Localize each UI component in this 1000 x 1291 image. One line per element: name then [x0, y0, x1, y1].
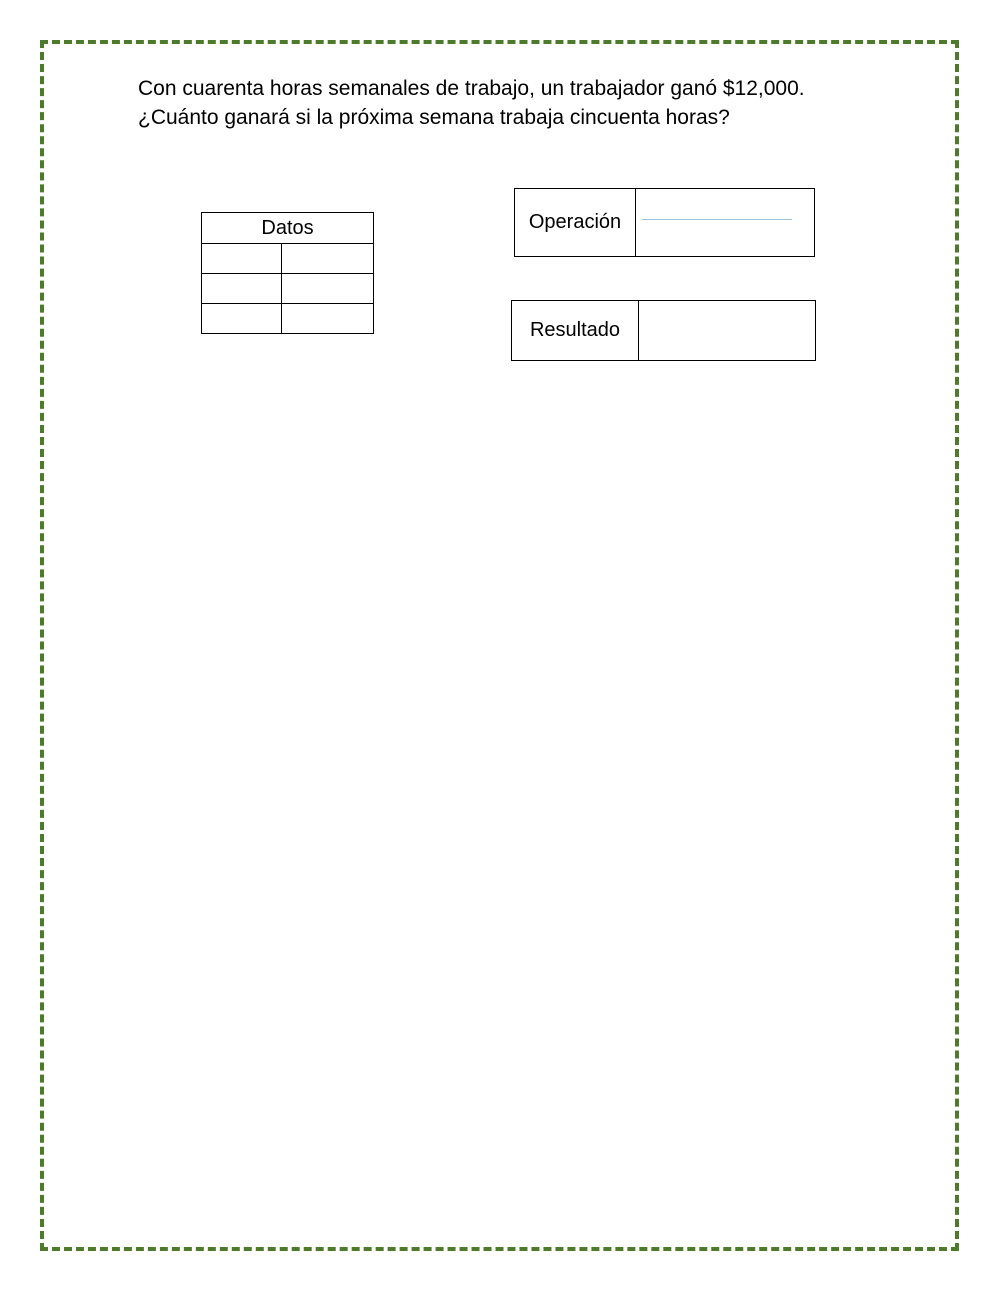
table-row [202, 274, 374, 304]
table-row [202, 244, 374, 274]
datos-cell[interactable] [282, 274, 374, 304]
datos-table [201, 212, 374, 334]
problem-line-1: Con cuarenta horas semanales de trabajo, un trabajador ganó $12,000. [138, 77, 805, 100]
problem-line-2: ¿Cuánto ganará si la próxima semana trabaja cincuenta horas? [138, 106, 730, 129]
operacion-label: Operación [515, 189, 636, 256]
datos-cell[interactable] [282, 244, 374, 274]
datos-cell[interactable] [202, 304, 282, 334]
table-row [202, 304, 374, 334]
operacion-box [514, 188, 815, 257]
resultado-label: Resultado [512, 301, 639, 360]
dashed-page-frame [40, 40, 959, 1251]
datos-cell[interactable] [202, 274, 282, 304]
operacion-answer-field[interactable] [636, 189, 814, 256]
resultado-answer-field[interactable] [639, 301, 815, 360]
problem-statement [138, 74, 898, 132]
operacion-answer-line[interactable] [642, 219, 792, 220]
datos-header: Datos [202, 213, 374, 244]
datos-cell[interactable] [282, 304, 374, 334]
resultado-box [511, 300, 816, 361]
datos-cell[interactable] [202, 244, 282, 274]
